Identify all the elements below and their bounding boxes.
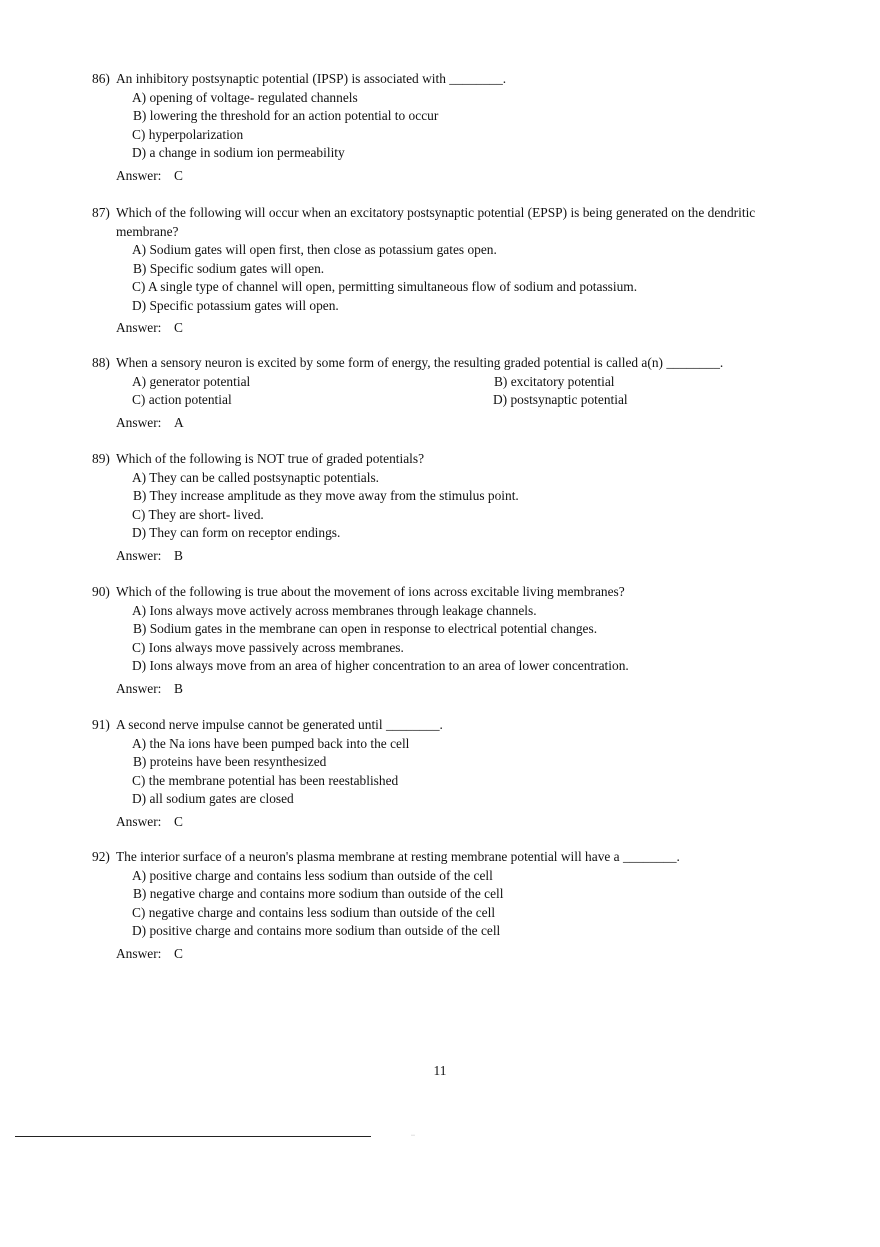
answer-value: B	[174, 680, 183, 696]
question-number: 86)	[92, 71, 110, 86]
option-list	[132, 373, 812, 410]
question-stem	[92, 848, 812, 867]
option-c: C) A single type of channel will open, permitting simultaneous flow of sodium and potassium.	[132, 279, 638, 294]
option-list	[132, 602, 812, 676]
question-number: 90)	[92, 584, 110, 599]
option-c: C) They are short- lived.	[132, 506, 264, 522]
option-list	[132, 469, 812, 543]
answer-line	[116, 319, 812, 338]
option-a: A) They can be called postsynaptic potentials.	[132, 469, 380, 485]
footer-mark: ··	[411, 1133, 415, 1139]
option-row	[132, 373, 812, 392]
option-d: D) They can form on receptor endings.	[132, 525, 341, 540]
answer-label: Answer:	[116, 167, 162, 183]
question-number: 87)	[92, 205, 110, 220]
answer-line	[116, 813, 812, 832]
question-text: The interior surface of a neuron's plasma membrane at resting membrane potential will have a ________.	[116, 849, 680, 864]
question-91	[92, 716, 812, 831]
option-a: A) generator potential	[132, 373, 251, 389]
question-stem	[92, 450, 812, 469]
option-c: C) Ions always move passively across membranes.	[132, 639, 404, 655]
question-stem	[92, 716, 812, 735]
question-number: 92)	[92, 849, 110, 864]
answer-line	[116, 547, 812, 566]
answer-label: Answer:	[116, 680, 162, 696]
question-89	[92, 450, 812, 565]
option-a: A) Ions always move actively across membranes through leakage channels.	[132, 602, 537, 618]
answer-line	[116, 414, 812, 433]
option-a: A) opening of voltage- regulated channels	[132, 89, 358, 105]
question-90	[92, 583, 812, 698]
question-86	[92, 70, 812, 185]
answer-line	[116, 680, 812, 699]
option-c: C) negative charge and contains less sodium than outside of the cell	[132, 904, 496, 920]
answer-value: C	[174, 945, 183, 961]
question-stem	[92, 70, 812, 89]
answer-label: Answer:	[116, 813, 162, 829]
option-b: B) excitatory potential	[494, 373, 615, 389]
option-c: C) the membrane potential has been reestablished	[132, 772, 399, 788]
answer-value: C	[174, 167, 183, 183]
option-c: C) hyperpolarization	[132, 126, 244, 142]
question-stem	[92, 204, 812, 241]
question-text: Which of the following will occur when an excitatory postsynaptic potential (EPSP) is being generated on the dendritic membrane?	[116, 205, 756, 239]
option-b: B) Specific sodium gates will open.	[133, 260, 325, 276]
question-text: When a sensory neuron is excited by some form of energy, the resulting graded potential is called a(n) ________.	[116, 355, 724, 370]
option-list	[132, 735, 812, 809]
answer-line	[116, 167, 812, 186]
option-d: D) Ions always move from an area of higher concentration to an area of lower concentration.	[132, 658, 629, 673]
option-d: D) positive charge and contains more sodium than outside of the cell	[132, 923, 501, 938]
option-a: A) the Na ions have been pumped back into the cell	[132, 735, 410, 751]
answer-value: C	[174, 813, 183, 829]
option-b: B) proteins have been resynthesized	[133, 754, 327, 769]
question-stem	[92, 583, 812, 602]
question-text: Which of the following is true about the movement of ions across excitable living membranes?	[116, 584, 625, 599]
question-text: A second nerve impulse cannot be generated until ________.	[116, 717, 443, 732]
question-88	[92, 354, 812, 432]
option-c: C) action potential	[132, 392, 232, 407]
option-b: B) They increase amplitude as they move away from the stimulus point.	[133, 488, 519, 503]
option-list	[132, 867, 812, 941]
option-d: D) Specific potassium gates will open.	[132, 297, 339, 313]
answer-value: B	[174, 547, 183, 563]
option-b: B) negative charge and contains more sodium than outside of the cell	[133, 886, 504, 901]
question-number: 88)	[92, 355, 110, 370]
option-d: D) postsynaptic potential	[493, 392, 628, 407]
option-b: B) lowering the threshold for an action potential to occur	[133, 108, 439, 123]
question-number: 91)	[92, 717, 110, 732]
option-d: D) a change in sodium ion permeability	[132, 145, 345, 160]
option-list	[132, 89, 812, 163]
answer-value: C	[174, 320, 183, 335]
option-b: B) Sodium gates in the membrane can open in response to electrical potential changes.	[133, 621, 598, 636]
answer-label: Answer:	[116, 945, 162, 961]
option-d: D) all sodium gates are closed	[132, 791, 294, 806]
option-a: A) positive charge and contains less sodium than outside of the cell	[132, 867, 493, 883]
question-stem	[92, 354, 812, 373]
question-text: An inhibitory postsynaptic potential (IPSP) is associated with ________.	[116, 71, 507, 86]
answer-line	[116, 945, 812, 964]
answer-label: Answer:	[116, 320, 162, 335]
option-a: A) Sodium gates will open first, then close as potassium gates open.	[132, 242, 497, 257]
answer-label: Answer:	[116, 414, 162, 430]
option-row	[132, 391, 812, 410]
question-number: 89)	[92, 451, 110, 466]
question-92	[92, 848, 812, 963]
option-list	[132, 241, 812, 315]
question-87	[92, 204, 812, 338]
question-text: Which of the following is NOT true of graded potentials?	[116, 451, 425, 466]
answer-value: A	[174, 414, 184, 430]
answer-label: Answer:	[116, 547, 162, 563]
page-number: 11	[433, 1063, 447, 1078]
footer-divider	[15, 1136, 371, 1137]
